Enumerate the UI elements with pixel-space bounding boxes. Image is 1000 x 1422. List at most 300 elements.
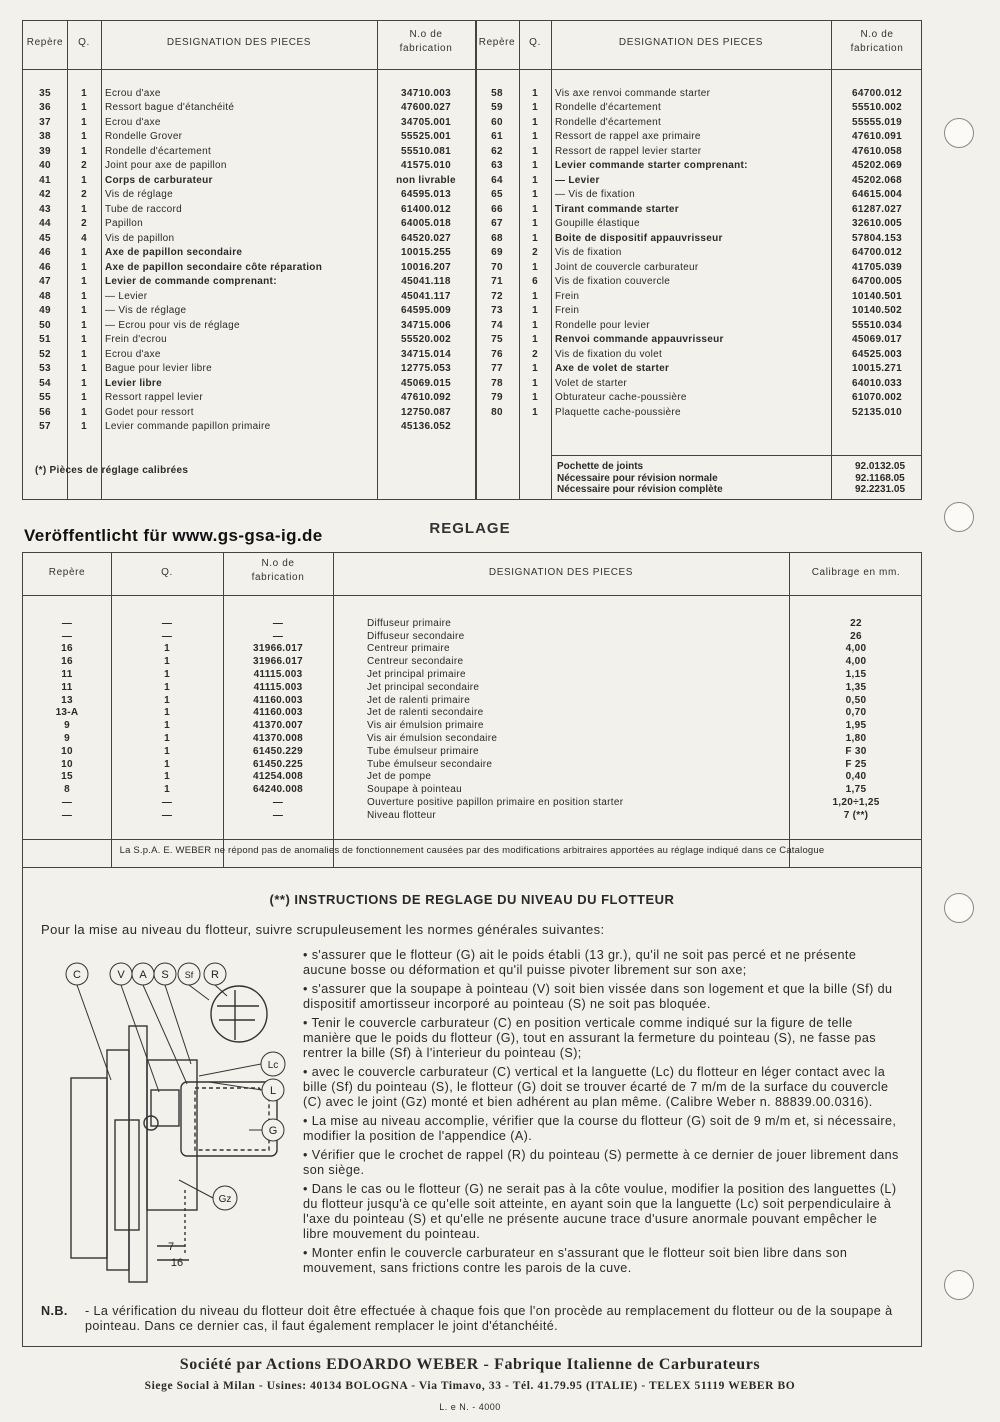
part-number-cell: 10015.271 xyxy=(852,363,902,375)
designation-cell: Frein xyxy=(555,290,580,302)
calibrage-cell: 1,20÷1,25 xyxy=(832,797,880,809)
qty-cell: — xyxy=(161,797,173,809)
table-row xyxy=(23,420,475,435)
part-number-cell: 34715.014 xyxy=(401,348,451,360)
qty-cell: 1 xyxy=(81,392,87,404)
qty-cell: 1 xyxy=(81,276,87,288)
qty-cell: 1 xyxy=(164,656,170,668)
qty-cell: 1 xyxy=(81,377,87,389)
qty-cell: 1 xyxy=(81,174,87,186)
repere-cell: 63 xyxy=(491,160,503,172)
col-header-nofab: N.o de xyxy=(860,29,894,40)
instruction-item: • Tenir le couvercle carburateur (C) en position verticale comme indiqué sur la figure de telle manière que le poids du flotteur (G), tout en assurant la fermeture du pointeau (S), ne fasse pas rentrer la bille (Sf) à l'interieur du pointeau (S); xyxy=(303,1016,876,1060)
repere-cell: 65 xyxy=(491,189,503,201)
part-number-cell: non livrable xyxy=(396,174,456,186)
repere-cell: 77 xyxy=(491,363,503,375)
part-number-cell: 64700.012 xyxy=(852,247,902,259)
part-number-cell: 10140.501 xyxy=(852,290,902,302)
part-number-cell: 64520.027 xyxy=(401,232,451,244)
repere-cell: — xyxy=(61,809,73,821)
qty-cell: 1 xyxy=(532,363,538,375)
qty-cell: 1 xyxy=(164,643,170,655)
repere-cell: 53 xyxy=(39,363,51,375)
table-row xyxy=(23,333,475,348)
table-row xyxy=(475,347,923,362)
qty-cell: 1 xyxy=(532,319,538,331)
table-row xyxy=(475,333,923,348)
qty-cell: 1 xyxy=(532,102,538,114)
designation-cell: Rondelle d'écartement xyxy=(555,116,662,128)
qty-cell: 1 xyxy=(81,319,87,331)
qty-cell: 1 xyxy=(81,421,87,433)
table-row xyxy=(23,707,923,720)
part-number-cell: 61287.027 xyxy=(852,203,902,215)
table-row xyxy=(23,318,475,333)
kit-row xyxy=(551,473,923,485)
nb-note xyxy=(41,1304,901,1334)
repere-cell: 9 xyxy=(64,733,70,745)
qty-cell: 6 xyxy=(532,276,538,288)
part-number-cell: 64525.003 xyxy=(852,348,902,360)
table-row xyxy=(23,231,475,246)
qty-cell: 1 xyxy=(164,771,170,783)
designation-cell: Tube émulseur primaire xyxy=(367,745,479,757)
qty-cell: 1 xyxy=(164,784,170,796)
designation-cell: Rondelle d'écartement xyxy=(555,102,662,114)
table-row xyxy=(475,173,923,188)
calibrage-cell: 1,35 xyxy=(845,681,867,693)
qty-cell: 1 xyxy=(164,694,170,706)
designation-cell: Ecrou d'axe xyxy=(105,87,161,99)
table-row xyxy=(23,809,923,822)
designation-cell: Jet principal secondaire xyxy=(367,681,480,693)
designation-cell: Soupape à pointeau xyxy=(367,784,462,796)
repere-cell: 52 xyxy=(39,348,51,360)
repere-cell: 57 xyxy=(39,421,51,433)
designation-cell: Jet de ralenti primaire xyxy=(367,694,471,706)
designation-cell: Ressort de rappel axe primaire xyxy=(555,131,701,143)
table-row xyxy=(23,745,923,758)
table-row xyxy=(475,159,923,174)
part-number-cell: 41370.007 xyxy=(253,720,303,732)
col-header-q: Q. xyxy=(161,567,173,578)
table-row xyxy=(23,391,475,406)
qty-cell: 2 xyxy=(81,218,87,230)
table-row xyxy=(23,681,923,694)
calibrage-cell: 0,70 xyxy=(845,707,867,719)
designation-cell: Vis de fixation du volet xyxy=(555,348,663,360)
parts-list-right xyxy=(475,86,923,420)
part-number-cell: 45202.068 xyxy=(852,174,902,186)
table-row xyxy=(475,86,923,101)
instruction-item: • s'assurer que la soupape à pointeau (V) soit bien vissée dans son logement et que la bille (Sf) du dispositif amortisseur incorporé au pointeau (S) ne soit pas bloquée. xyxy=(303,982,893,1011)
part-number-cell: 55510.081 xyxy=(401,145,451,157)
repere-cell: 60 xyxy=(491,116,503,128)
col-header-nofab: N.o de xyxy=(261,558,295,569)
part-number-cell: 45202.069 xyxy=(852,160,902,172)
repere-cell: 38 xyxy=(39,131,51,143)
instructions-intro: Pour la mise au niveau du flotteur, suivre scrupuleusement les normes générales suivantes: xyxy=(41,922,605,937)
table-row xyxy=(23,159,475,174)
qty-cell: 1 xyxy=(81,102,87,114)
binder-hole xyxy=(944,893,974,923)
qty-cell: 2 xyxy=(81,160,87,172)
designation-cell: Renvoi commande appauvrisseur xyxy=(555,334,724,346)
table-row xyxy=(23,630,923,643)
designation-cell: Centreur secondaire xyxy=(367,656,464,668)
qty-cell: 1 xyxy=(532,392,538,404)
table-row xyxy=(23,617,923,630)
repere-cell: 13-A xyxy=(55,707,79,719)
qty-cell: 1 xyxy=(81,131,87,143)
col-header-repere: Repère xyxy=(26,37,64,48)
col-header-nofab: fabrication xyxy=(399,43,453,54)
part-number-cell: 41160.003 xyxy=(253,694,303,706)
repere-cell: 75 xyxy=(491,334,503,346)
qty-cell: 1 xyxy=(164,758,170,770)
part-number-cell: 10016.207 xyxy=(401,261,451,273)
repere-cell: 45 xyxy=(39,232,51,244)
binder-hole xyxy=(944,1270,974,1300)
table-row xyxy=(475,115,923,130)
designation-cell: Vis de fixation couvercle xyxy=(555,276,671,288)
part-number-cell: 31966.017 xyxy=(253,643,303,655)
table-row xyxy=(475,246,923,261)
designation-cell: Frein xyxy=(555,305,580,317)
table-row xyxy=(475,318,923,333)
part-number-cell: — xyxy=(272,617,284,629)
part-number-cell: 47610.091 xyxy=(852,131,902,143)
calibrage-cell: 1,80 xyxy=(845,733,867,745)
table-row xyxy=(23,101,475,116)
kit-number: 92.0132.05 xyxy=(854,461,906,472)
repere-cell: 36 xyxy=(39,102,51,114)
repere-cell: 40 xyxy=(39,160,51,172)
repere-cell: 71 xyxy=(491,276,503,288)
kit-designation: Pochette de joints xyxy=(557,461,644,472)
repere-cell: 64 xyxy=(491,174,503,186)
instruction-item: • avec le couvercle carburateur (C) vertical et la languette (Lc) du flotteur en léger contact avec la bille (Sf) du pointeau (S), le flotteur (G) doit se trouver écarté de 7 m/m de la surface du couvercle (C) avec le joint (Gz) monté et bien adhérent au plan même. (Calibre Weber n. 88839.00.0316). xyxy=(303,1065,889,1109)
designation-cell: Ressort rappel levier xyxy=(105,392,204,404)
repere-cell: 10 xyxy=(61,758,73,770)
table-row xyxy=(475,362,923,377)
repere-cell: 11 xyxy=(61,669,73,681)
designation-cell: Goupille élastique xyxy=(555,218,640,230)
part-number-cell: 41370.008 xyxy=(253,733,303,745)
repere-cell: 46 xyxy=(39,261,51,273)
part-number-cell: 47600.027 xyxy=(401,102,451,114)
table-row xyxy=(23,144,475,159)
repere-cell: 10 xyxy=(61,745,73,757)
calibrage-cell: F 30 xyxy=(845,745,867,757)
repere-cell: 76 xyxy=(491,348,503,360)
part-number-cell: 61450.229 xyxy=(253,745,303,757)
designation-cell: Vis air émulsion secondaire xyxy=(367,733,498,745)
designation-cell: Vis de papillon xyxy=(105,232,175,244)
calibrage-cell: 1,15 xyxy=(845,669,867,681)
part-number-cell: 45069.015 xyxy=(401,377,451,389)
designation-cell: Tube de raccord xyxy=(105,203,182,215)
designation-cell: Levier commande starter comprenant: xyxy=(555,160,748,172)
qty-cell: 1 xyxy=(81,290,87,302)
table-row xyxy=(23,758,923,771)
repere-cell: 41 xyxy=(39,174,51,186)
repere-cell: 16 xyxy=(61,656,73,668)
table-row xyxy=(23,732,923,745)
table-row xyxy=(23,376,475,391)
part-number-cell: 31966.017 xyxy=(253,656,303,668)
diagram-label-lc: Lc xyxy=(267,1060,279,1071)
part-number-cell: 12750.087 xyxy=(401,406,451,418)
repere-cell: 9 xyxy=(64,720,70,732)
part-number-cell: 47610.092 xyxy=(401,392,451,404)
qty-cell: 1 xyxy=(81,247,87,259)
table-row xyxy=(475,202,923,217)
part-number-cell: 64700.005 xyxy=(852,276,902,288)
qty-cell: — xyxy=(161,630,173,642)
qty-cell: 1 xyxy=(532,203,538,215)
table-row xyxy=(23,86,475,101)
qty-cell: 1 xyxy=(81,87,87,99)
kits-list xyxy=(551,461,923,496)
col-header-designation: DESIGNATION DES PIECES xyxy=(618,37,764,48)
repere-cell: 43 xyxy=(39,203,51,215)
designation-cell: Jet principal primaire xyxy=(367,669,466,681)
reglage-disclaimer: La S.p.A. E. WEBER ne répond pas de anomalies de fonctionnement causées par des modifications arbitraires apportées au réglage indiqué dans ce Catalogue xyxy=(119,845,825,856)
table-row xyxy=(23,668,923,681)
binder-hole xyxy=(944,502,974,532)
table-row xyxy=(23,347,475,362)
qty-cell: — xyxy=(161,617,173,629)
calibrage-cell: 22 xyxy=(850,617,862,629)
part-number-cell: 57804.153 xyxy=(852,232,902,244)
designation-cell: Vis air émulsion primaire xyxy=(367,720,484,732)
diagram-dim-16: 16 xyxy=(170,1257,184,1269)
nb-text: - La vérification du niveau du flotteur doit être effectuée à chaque fois que l'on procède au remplacement du flotteur ou de la soupape à pointeau. Dans ce dernier cas, il faut également remplacer le joint d'étanchéité. xyxy=(85,1304,893,1333)
repere-cell: 73 xyxy=(491,305,503,317)
repere-cell: 79 xyxy=(491,392,503,404)
repere-cell: 50 xyxy=(39,319,51,331)
repere-cell: 62 xyxy=(491,145,503,157)
qty-cell: 1 xyxy=(532,290,538,302)
designation-cell: Joint pour axe de papillon xyxy=(105,160,227,172)
repere-cell: 61 xyxy=(491,131,503,143)
table-row xyxy=(475,188,923,203)
table-row xyxy=(475,376,923,391)
repere-cell: 80 xyxy=(491,406,503,418)
designation-cell: Diffuseur primaire xyxy=(367,617,452,629)
instructions-section xyxy=(22,868,922,1347)
repere-cell: 69 xyxy=(491,247,503,259)
qty-cell: 1 xyxy=(532,189,538,201)
instructions-list xyxy=(303,948,901,1280)
part-number-cell: 45041.118 xyxy=(401,276,451,288)
qty-cell: 1 xyxy=(532,145,538,157)
designation-cell: Plaquette cache-poussière xyxy=(555,406,681,418)
kit-number: 92.2231.05 xyxy=(854,484,906,495)
designation-cell: Ressort de rappel levier starter xyxy=(555,145,702,157)
part-number-cell: 41254.008 xyxy=(253,771,303,783)
reglage-list xyxy=(23,617,923,822)
repere-cell: 35 xyxy=(39,87,51,99)
repere-cell: 67 xyxy=(491,218,503,230)
designation-cell: Niveau flotteur xyxy=(367,809,436,821)
part-number-cell: 64595.009 xyxy=(401,305,451,317)
table-row xyxy=(23,694,923,707)
part-number-cell: 55525.001 xyxy=(401,131,451,143)
part-number-cell: — xyxy=(272,797,284,809)
qty-cell: 1 xyxy=(81,145,87,157)
designation-cell: Rondelle d'écartement xyxy=(105,145,212,157)
table-row xyxy=(475,275,923,290)
qty-cell: 1 xyxy=(532,218,538,230)
diagram-label-c: C xyxy=(73,969,81,981)
kit-row xyxy=(551,461,923,473)
repere-cell: 49 xyxy=(39,305,51,317)
designation-cell: Levier commande papillon primaire xyxy=(105,421,271,433)
designation-cell: — Levier xyxy=(105,290,148,302)
qty-cell: 2 xyxy=(81,189,87,201)
designation-cell: Vis de réglage xyxy=(105,189,173,201)
part-number-cell: 55520.002 xyxy=(401,334,451,346)
part-number-cell: 61070.002 xyxy=(852,392,902,404)
instruction-item: • s'assurer que le flotteur (G) ait le poids établi (13 gr.), qu'il ne soit pas percé et ne présente aucune bosse ou déformation et qu'il puisse pivoter librement sur son axe; xyxy=(303,948,857,977)
table-row xyxy=(23,188,475,203)
part-number-cell: 64010.033 xyxy=(852,377,902,389)
designation-cell: Joint de couvercle carburateur xyxy=(555,261,699,273)
qty-cell: 1 xyxy=(532,406,538,418)
designation-cell: Bague pour levier libre xyxy=(105,363,212,375)
print-reference: L. e N. - 4000 xyxy=(439,1402,501,1412)
col-header-repere: Repère xyxy=(48,567,86,578)
watermark-text: Veröffentlicht für www.gs-gsa-ig.de xyxy=(24,526,323,545)
table-row xyxy=(23,275,475,290)
calibrage-cell: 7 (**) xyxy=(843,809,869,821)
qty-cell: 4 xyxy=(81,232,87,244)
table-row xyxy=(23,771,923,784)
repere-cell: 39 xyxy=(39,145,51,157)
part-number-cell: — xyxy=(272,630,284,642)
repere-cell: 56 xyxy=(39,406,51,418)
repere-cell: — xyxy=(61,630,73,642)
diagram-label-gz: Gz xyxy=(218,1194,232,1205)
repere-cell: 78 xyxy=(491,377,503,389)
designation-cell: — Vis de réglage xyxy=(105,305,187,317)
repere-cell: 66 xyxy=(491,203,503,215)
calibrage-cell: 26 xyxy=(850,630,862,642)
repere-cell: 37 xyxy=(39,116,51,128)
designation-cell: Ecrou d'axe xyxy=(105,116,161,128)
col-header-nofab: fabrication xyxy=(850,43,904,54)
calibrage-cell: 1,95 xyxy=(845,720,867,732)
repere-cell: 47 xyxy=(39,276,51,288)
table-row xyxy=(475,101,923,116)
col-header-designation: DESIGNATION DES PIECES xyxy=(488,567,634,578)
designation-cell: Frein d'ecrou xyxy=(105,334,167,346)
designation-cell: Tirant commande starter xyxy=(555,203,679,215)
designation-cell: Vis axe renvoi commande starter xyxy=(555,87,711,99)
qty-cell: 1 xyxy=(532,305,538,317)
part-number-cell: 61450.225 xyxy=(253,758,303,770)
nb-label: N.B. xyxy=(41,1304,68,1318)
diagram-label-sf: Sf xyxy=(184,970,194,980)
part-number-cell: 61400.012 xyxy=(401,203,451,215)
part-number-cell: 64595.013 xyxy=(401,189,451,201)
qty-cell: 1 xyxy=(81,261,87,273)
part-number-cell: 55510.002 xyxy=(852,102,902,114)
table-row xyxy=(23,202,475,217)
table-row xyxy=(475,304,923,319)
designation-cell: Levier de commande comprenant: xyxy=(105,276,277,288)
calibrage-cell: 4,00 xyxy=(845,656,867,668)
qty-cell: 2 xyxy=(532,247,538,259)
designation-cell: Vis de fixation xyxy=(555,247,622,259)
designation-cell: Centreur primaire xyxy=(367,643,450,655)
footer-company: Société par Actions EDOARDO WEBER - Fabrique Italienne de Carburateurs xyxy=(179,1356,761,1373)
calibrage-cell: 0,50 xyxy=(845,694,867,706)
part-number-cell: 45041.117 xyxy=(401,290,451,302)
repere-cell: 54 xyxy=(39,377,51,389)
designation-cell: — Ecrou pour vis de réglage xyxy=(105,319,240,331)
designation-cell: Ouverture positive papillon primaire en position starter xyxy=(367,797,624,809)
part-number-cell: 47610.058 xyxy=(852,145,902,157)
designation-cell: Ressort bague d'étanchéité xyxy=(105,102,235,114)
repere-cell: 8 xyxy=(64,784,70,796)
part-number-cell: 10140.502 xyxy=(852,305,902,317)
qty-cell: — xyxy=(161,809,173,821)
qty-cell: 1 xyxy=(532,232,538,244)
table-row xyxy=(23,783,923,796)
repere-cell: 15 xyxy=(61,771,73,783)
calibrage-cell: F 25 xyxy=(845,758,867,770)
qty-cell: 1 xyxy=(532,87,538,99)
parts-list-left xyxy=(23,86,475,434)
qty-cell: 1 xyxy=(532,116,538,128)
qty-cell: 1 xyxy=(164,745,170,757)
table-row xyxy=(475,144,923,159)
designation-cell: Obturateur cache-poussière xyxy=(555,392,687,404)
part-number-cell: 64615.004 xyxy=(852,189,902,201)
part-number-cell: 64700.012 xyxy=(852,87,902,99)
repere-cell: 70 xyxy=(491,261,503,273)
repere-cell: 59 xyxy=(491,102,503,114)
part-number-cell: — xyxy=(272,809,284,821)
table-row xyxy=(475,391,923,406)
diagram-label-a: A xyxy=(139,969,147,981)
diagram-dim-7: 7 xyxy=(167,1241,175,1253)
part-number-cell: 55555.019 xyxy=(852,116,902,128)
designation-cell: Axe de papillon secondaire côte réparation xyxy=(105,261,323,273)
part-number-cell: 10015.255 xyxy=(401,247,451,259)
table-row xyxy=(23,643,923,656)
repere-cell: 16 xyxy=(61,643,73,655)
binder-hole xyxy=(944,118,974,148)
table-row xyxy=(23,260,475,275)
designation-cell: Godet pour ressort xyxy=(105,406,194,418)
instructions-title: (**) INSTRUCTIONS DE REGLAGE DU NIVEAU DU FLOTTEUR xyxy=(269,892,675,907)
repere-cell: — xyxy=(61,797,73,809)
instruction-item: • Dans le cas ou le flotteur (G) ne serait pas à la côte voulue, modifier la position des languettes (L) du flotteur jusqu'à ce qu'elle soit atteinte, en ayant soin que la languette (Lc) soit perpendiculaire à l'axe du pointeau (S) et qu'elle ne présente aucune trace d'usure anormale pouvant empêcher le libre mouvement du pointeau. xyxy=(303,1182,897,1241)
diagram-label-v: V xyxy=(117,969,125,981)
part-number-cell: 55510.034 xyxy=(852,319,902,331)
part-number-cell: 34710.003 xyxy=(401,87,451,99)
qty-cell: 1 xyxy=(81,406,87,418)
qty-cell: 1 xyxy=(81,334,87,346)
qty-cell: 1 xyxy=(164,733,170,745)
designation-cell: Ecrou d'axe xyxy=(105,348,161,360)
repere-cell: 68 xyxy=(491,232,503,244)
diagram-label-s: S xyxy=(161,969,169,981)
